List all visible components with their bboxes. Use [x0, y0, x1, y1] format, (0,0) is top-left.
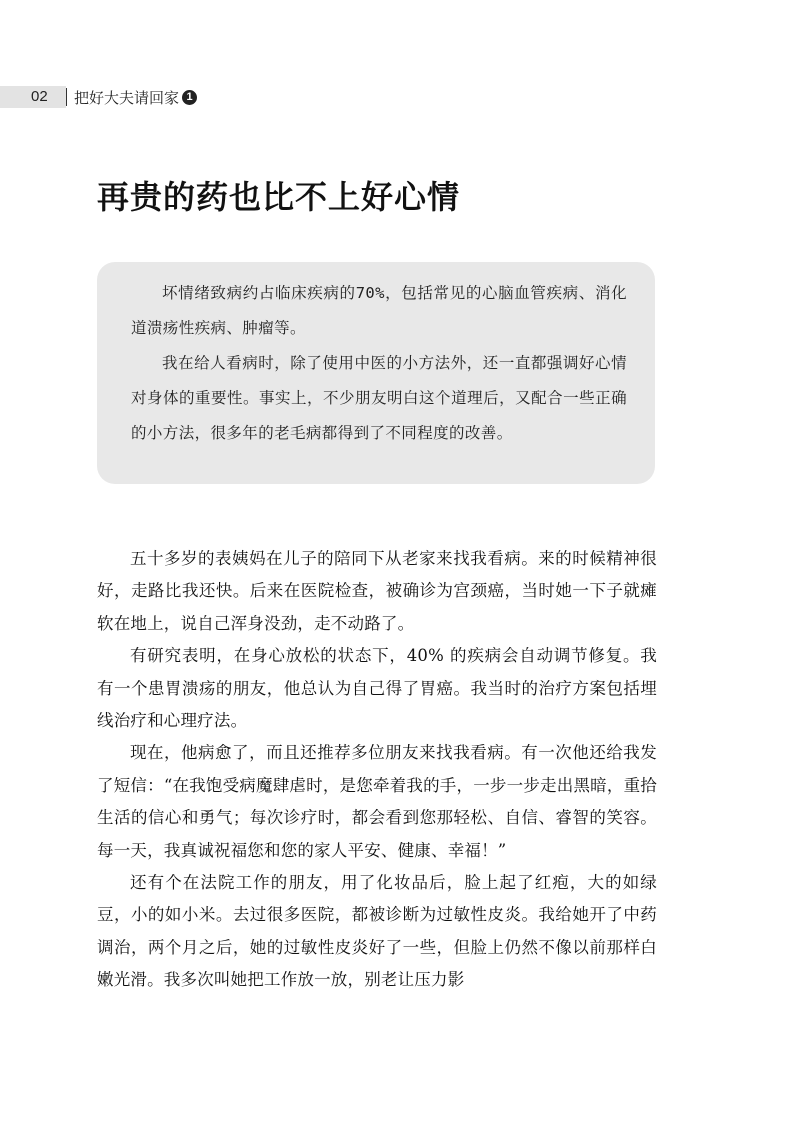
- summary-paragraph: 我在给人看病时，除了使用中医的小方法外，还一直都强调好心情对身体的重要性。事实上，不少朋友明白这个道理后，又配合一些正确的小方法，很多年的老毛病都得到了不同程度的改善。: [131, 354, 627, 442]
- summary-text: [131, 276, 627, 451]
- running-header: [74, 87, 197, 108]
- book-title: 把好大夫请回家: [74, 89, 180, 107]
- volume-badge: 1: [182, 90, 197, 105]
- article-title: 再贵的药也比不上好心情: [97, 178, 461, 216]
- header-divider: [66, 88, 67, 106]
- summary-paragraph: 坏情绪致病约占临床疾病的70%，包括常见的心脑血管疾病、消化道溃疡性疾病、肿瘤等。: [131, 284, 627, 337]
- body-paragraph: 还有个在法院工作的朋友，用了化妆品后，脸上起了红疱，大的如绿豆，小的如小米。去过很多医院，都被诊断为过敏性皮炎。我给她开了中药调治，两个月之后，她的过敏性皮炎好了一些，但脸上仍然不像以前那样白嫩光滑。我多次叫她把工作放一放，别老让压力影: [97, 873, 657, 990]
- body-paragraph: 现在，他病愈了，而且还推荐多位朋友来找我看病。有一次他还给我发了短信：“在我饱受病魔肆虐时，是您牵着我的手，一步一步走出黑暗，重拾生活的信心和勇气；每次诊疗时，都会看到您那轻松、自信、睿智的笑容。每一天，我真诚祝福您和您的家人平安、健康、幸福！”: [97, 743, 657, 860]
- body-paragraph: 有研究表明，在身心放松的状态下，40% 的疾病会自动调节修复。我有一个患胃溃疡的朋友，他总认为自己得了胃癌。我当时的治疗方案包括埋线治疗和心理疗法。: [97, 646, 657, 731]
- article-body: [97, 543, 657, 997]
- page-number: 02: [31, 88, 48, 105]
- body-paragraph: 五十多岁的表姨妈在儿子的陪同下从老家来找我看病。来的时候精神很好，走路比我还快。后来在医院检查，被确诊为宫颈癌，当时她一下子就瘫软在地上，说自己浑身没劲，走不动路了。: [97, 549, 657, 633]
